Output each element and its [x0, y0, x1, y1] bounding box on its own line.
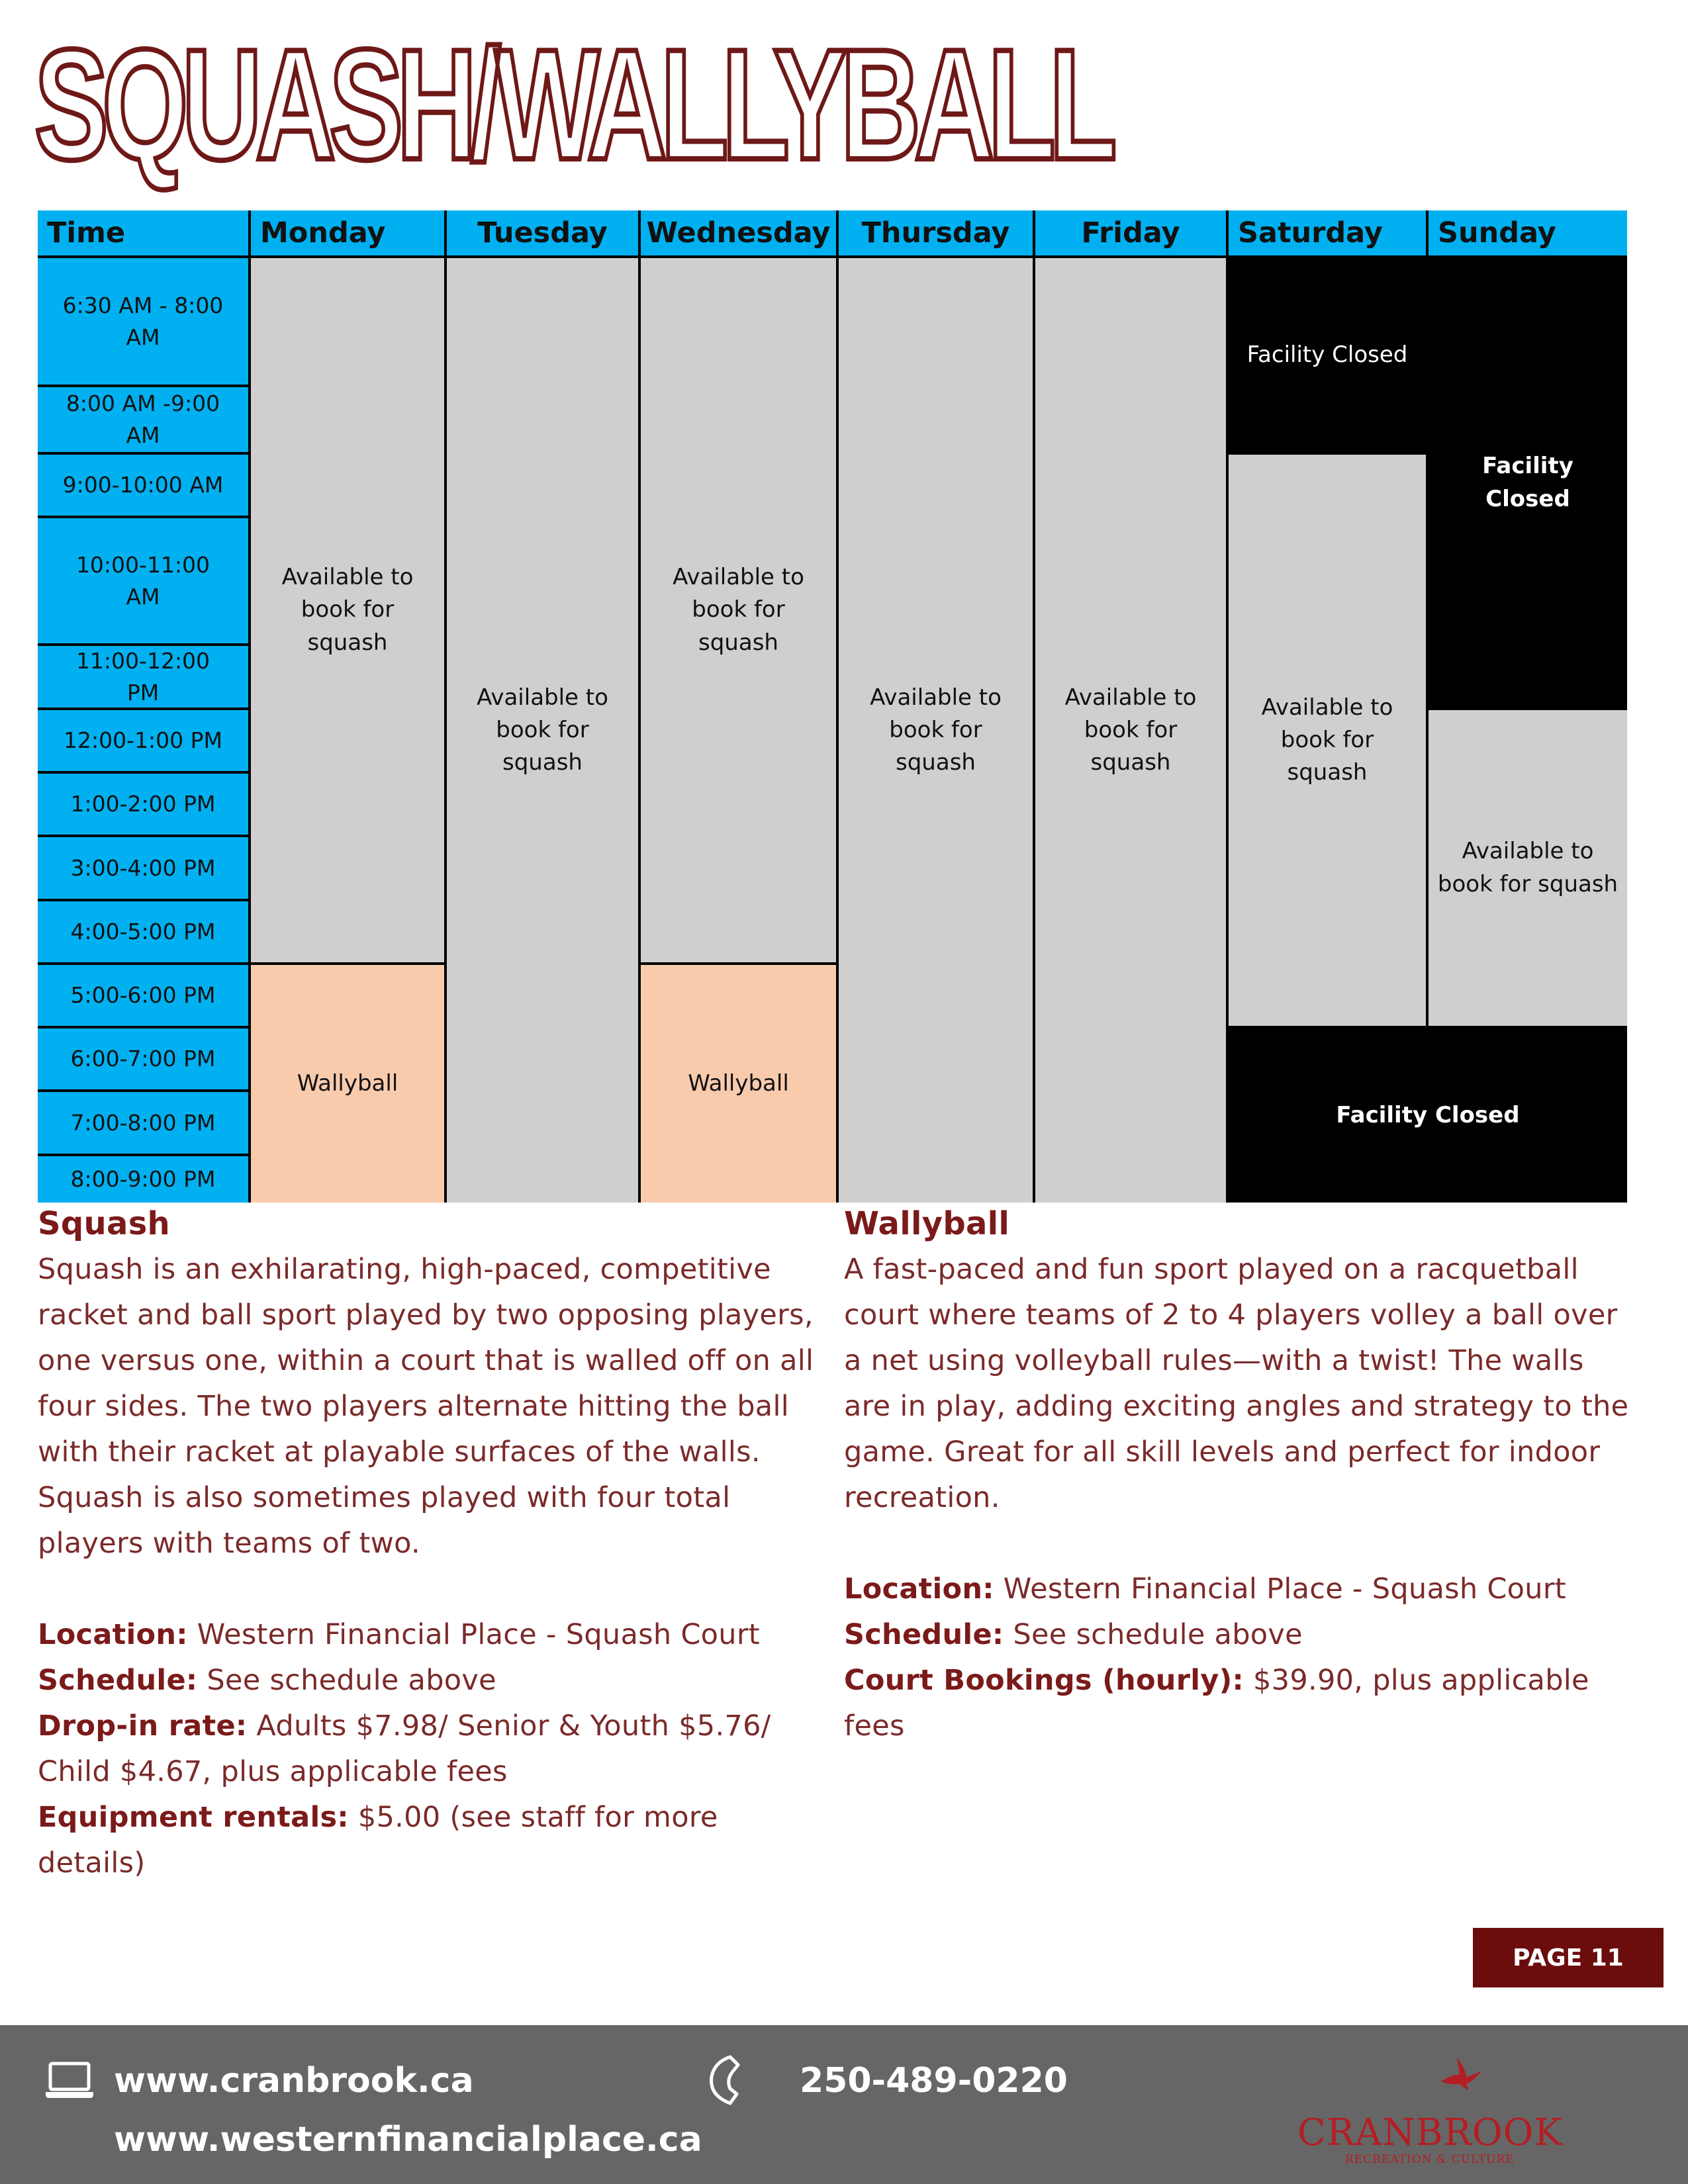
logo-name: CRANBROOK — [1297, 2111, 1563, 2154]
time-slot: 6:00-7:00 PM — [38, 1028, 251, 1092]
website-link-cranbrook[interactable]: www.cranbrook.ca — [114, 2061, 474, 2101]
header-friday: Friday — [1035, 210, 1229, 258]
monday-squash-block: Available to book for squash — [251, 258, 447, 965]
schedule-label: Schedule: — [844, 1618, 1004, 1651]
tuesday-squash-block: Available to book for squash — [447, 258, 641, 1203]
time-slot: 8:00 AM -9:00 AM — [38, 387, 251, 455]
wallyball-section — [844, 1201, 1638, 1749]
dropin-label: Drop-in rate: — [38, 1709, 248, 1743]
equipment-value: $5.00 (see staff for more details) — [38, 1801, 718, 1880]
thursday-squash-block: Available to book for squash — [839, 258, 1035, 1203]
sunday-squash-block: Available to book for squash — [1429, 710, 1627, 1028]
location-value: Western Financial Place - Squash Court — [197, 1618, 760, 1651]
time-slot: 5:00-6:00 PM — [38, 965, 251, 1028]
squash-equipment — [38, 1795, 822, 1886]
squash-description: Squash is an exhilarating, high-paced, competitive racket and ball sport played by two opposing players, one versus one, within a court that is walled off on all four sides. The two players alternate hitting the ball with their racket at playable surfaces of the walls. Squash is also sometimes played with four total players with teams of two. — [38, 1253, 814, 1560]
location-label: Location: — [844, 1572, 994, 1606]
time-slot: 7:00-8:00 PM — [38, 1092, 251, 1156]
time-slot: 11:00-12:00 PM — [38, 646, 251, 710]
bookings-label: Court Bookings (hourly): — [844, 1664, 1244, 1697]
wednesday-wallyball-block: Wallyball — [641, 965, 839, 1203]
location-label: Location: — [38, 1618, 188, 1651]
page-title: SQUASH/WALLYBALL — [34, 17, 1111, 193]
time-slot: 1:00-2:00 PM — [38, 774, 251, 837]
time-slot: 12:00-1:00 PM — [38, 710, 251, 774]
squash-dropin — [38, 1704, 822, 1795]
header-wednesday: Wednesday — [641, 210, 839, 258]
schedule-label: Schedule: — [38, 1664, 198, 1697]
time-slot: 9:00-10:00 AM — [38, 455, 251, 518]
header-thursday: Thursday — [839, 210, 1035, 258]
saturday-closed-block: Facility Closed — [1229, 258, 1429, 455]
wallyball-location — [844, 1567, 1638, 1612]
weekend-closed-block: Facility Closed — [1229, 1028, 1627, 1203]
header-saturday: Saturday — [1229, 210, 1429, 258]
wallyball-description: A fast-paced and fun sport played on a racquetball court where teams of 2 to 4 players volley a ball over a net using volleyball rules—with a twist! The walls are in play, adding exciting angles and strategy to the game. Great for all skill levels and perfect for indoor recreation. — [844, 1253, 1629, 1514]
header-time: Time — [38, 210, 251, 258]
squash-section — [38, 1201, 822, 1886]
phone-number[interactable]: 250-489-0220 — [800, 2061, 1068, 2101]
dropin-value: Adults $7.98/ Senior & Youth $5.76/ Child $4.67, plus applicable fees — [38, 1709, 771, 1788]
schedule-value: See schedule above — [207, 1664, 496, 1697]
wallyball-schedule — [844, 1612, 1638, 1658]
wallyball-heading: Wallyball — [844, 1205, 1010, 1242]
wallyball-bookings — [844, 1658, 1638, 1749]
header-sunday: Sunday — [1429, 210, 1627, 258]
footer — [0, 2025, 1688, 2184]
schedule-value: See schedule above — [1013, 1618, 1303, 1651]
page-number-badge: PAGE 11 — [1473, 1928, 1664, 1987]
sunday-closed-block: Facility Closed — [1429, 258, 1627, 710]
friday-squash-block: Available to book for squash — [1035, 258, 1229, 1203]
squash-location — [38, 1612, 822, 1658]
equipment-label: Equipment rentals: — [38, 1801, 349, 1834]
phone-icon — [704, 2053, 743, 2106]
logo-subtitle: RECREATION & CULTURE — [1345, 2153, 1515, 2166]
laptop-icon — [44, 2062, 95, 2100]
bird-logo-icon — [1440, 2055, 1483, 2092]
location-value: Western Financial Place - Squash Court — [1003, 1572, 1566, 1606]
saturday-squash-block: Available to book for squash — [1229, 455, 1429, 1028]
squash-heading: Squash — [38, 1205, 171, 1242]
schedule-table — [38, 210, 1633, 1199]
header-tuesday: Tuesday — [447, 210, 641, 258]
time-slot: 4:00-5:00 PM — [38, 901, 251, 965]
time-slot: 10:00-11:00 AM — [38, 518, 251, 646]
monday-wallyball-block: Wallyball — [251, 965, 447, 1203]
time-slot: 8:00-9:00 PM — [38, 1156, 251, 1203]
squash-schedule — [38, 1658, 822, 1704]
header-monday: Monday — [251, 210, 447, 258]
time-slot: 6:30 AM - 8:00 AM — [38, 258, 251, 387]
wednesday-squash-block: Available to book for squash — [641, 258, 839, 965]
website-link-westernfinancialplace[interactable]: www.westernfinancialplace.ca — [114, 2120, 702, 2160]
bookings-value: $39.90, plus applicable fees — [844, 1664, 1589, 1743]
time-slot: 3:00-4:00 PM — [38, 837, 251, 901]
